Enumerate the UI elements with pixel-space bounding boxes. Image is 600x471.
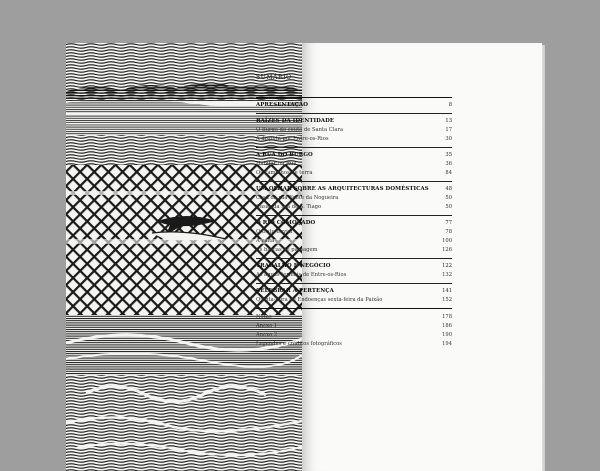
- toc-entry-page: 77: [445, 220, 452, 226]
- toc-section: [256, 308, 452, 352]
- toc-section: [256, 113, 452, 147]
- toc-entry-label: Casa da rua Fonte da Nogueira: [256, 195, 339, 201]
- toc-entry-label: Anexo 1: [256, 323, 278, 329]
- toc-entry-label: O trato fluvial: [256, 229, 293, 235]
- toc-entry-label: As águas termais de Entre-os-Rios: [256, 272, 347, 278]
- toc-entry-page: 178: [442, 314, 452, 320]
- toc-entry-page: 50: [445, 195, 452, 201]
- toc-entry: [256, 203, 452, 212]
- toc-entry-page: 194: [442, 341, 452, 347]
- toc-entry-page: 48: [445, 186, 452, 192]
- toc-entry: [256, 296, 452, 305]
- toc-entry-page: 8: [448, 102, 452, 108]
- toc-entry-label: O Burgo do couto de Santa Clara: [256, 127, 344, 133]
- toc-entry: [256, 160, 452, 169]
- toc-title: SUMÁRIO: [256, 74, 292, 81]
- toc-heading-entry: [256, 151, 452, 160]
- toc-entry-label: A disputa por Entre-os-Rios: [256, 136, 329, 142]
- toc-heading-entry: [256, 117, 452, 126]
- toc-entry-page: 35: [445, 152, 452, 158]
- toc-section: [256, 258, 452, 283]
- toc-entry: [256, 340, 452, 349]
- toc-section: [256, 215, 452, 258]
- toc-entry-page: 152: [442, 297, 452, 303]
- toc-section: [256, 283, 452, 308]
- toc-entry-label: RAÍZES DA IDENTIDADE: [256, 118, 335, 124]
- toc-entry-page: 36: [445, 161, 452, 167]
- toc-entry-label: O RIO COMO JADO: [256, 220, 316, 226]
- toc-entry-page: 122: [442, 263, 452, 269]
- toc-entry-label: Quinta-feira de Endoenças sexta-feira da Paixão: [256, 297, 383, 303]
- toc-section: [256, 181, 452, 215]
- toc-entry-label: Legendas e créditos fotográficos: [256, 341, 342, 347]
- toc-entry: [256, 237, 452, 246]
- toc-heading-entry: [256, 185, 452, 194]
- toc-entry-page: 186: [442, 323, 452, 329]
- toc-section: [256, 97, 452, 113]
- toc-entry: [256, 169, 452, 178]
- toc-entry-page: 30: [445, 136, 452, 142]
- toc-entry-page: 190: [442, 332, 452, 338]
- toc-entry: [256, 194, 452, 203]
- toc-entry-label: A RUA DO BURGO: [256, 152, 313, 158]
- toc-entry: [256, 313, 452, 322]
- toc-entry-label: Os caminhos de terra: [256, 170, 313, 176]
- toc-entry-label: CELEBRAR A PERTENÇA: [256, 288, 334, 294]
- toc-entry-label: Casas da rua de S. Tiago: [256, 204, 322, 210]
- toc-entry: [256, 246, 452, 255]
- toc-entry: [256, 322, 452, 331]
- toc-entry-label: APRESENTAÇÃO: [256, 102, 309, 108]
- toc-entry-page: 84: [445, 170, 452, 176]
- toc-heading-entry: [256, 101, 452, 110]
- toc-entry-page: 141: [442, 288, 452, 294]
- toc-entry-label: Habitar na Rua: [256, 161, 297, 167]
- toc-entry-label: Notas: [256, 314, 272, 320]
- toc-entry: [256, 331, 452, 340]
- toc-entry-label: A valta: [256, 238, 275, 244]
- toc-entry-label: As barcas de passagem: [256, 247, 318, 253]
- toc-entry: [256, 228, 452, 237]
- toc-entry-label: Anexo 2: [256, 332, 278, 338]
- toc-entry-page: 50: [445, 204, 452, 210]
- toc-heading-entry: [256, 219, 452, 228]
- toc-section: [256, 147, 452, 181]
- toc-entry-page: 100: [442, 238, 452, 244]
- toc-entry-page: 13: [445, 118, 452, 124]
- toc-entry: [256, 135, 452, 144]
- toc-entry: [256, 126, 452, 135]
- toc-entry-page: 17: [445, 127, 452, 133]
- table-of-contents: [256, 97, 452, 352]
- toc-entry: [256, 271, 452, 280]
- toc-entry-page: 126: [442, 247, 452, 253]
- toc-heading-entry: [256, 287, 452, 296]
- toc-entry-label: UM OLHAR SOBRE AS ARQUITECTURAS DOMÉSTICAS: [256, 186, 429, 192]
- toc-entry-label: TRABALHO E NEGÓCIO: [256, 263, 331, 269]
- toc-entry-page: 78: [445, 229, 452, 235]
- toc-entry-page: 132: [442, 272, 452, 278]
- toc-heading-entry: [256, 262, 452, 271]
